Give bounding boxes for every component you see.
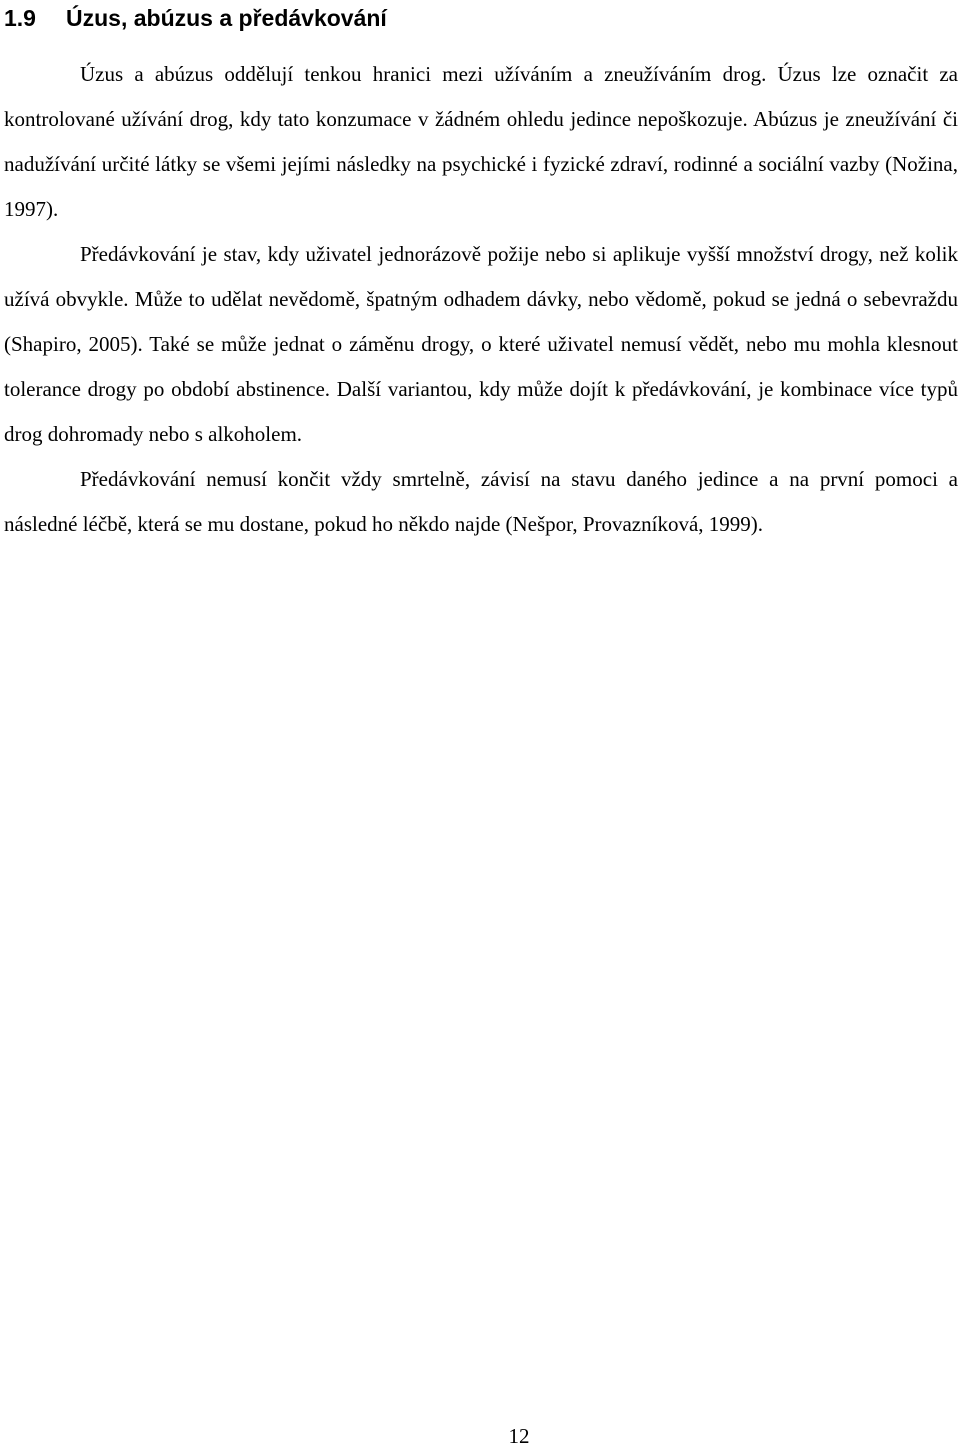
section-number: 1.9 [4, 5, 36, 31]
paragraph-predavkovani: Předávkování je stav, kdy uživatel jednorázově požije nebo si aplikuje vyšší množství drogy, než kolik užívá obvykle. Může to udělat nevědomě, špatným odhadem dávky, nebo vědomě, pokud se jedná o sebevraždu (Shapiro, 2005). Také se může jednat o záměnu drogy, o které uživatel nemusí vědět, nebo mu mohla klesnout tolerance drogy po období abstinence. Další variantou, kdy může dojít k předávkování, je kombinace více typů drog dohromady nebo s alkoholem. [4, 242, 958, 446]
paragraph-uzus-abuzus: Úzus a abúzus oddělují tenkou hranici mezi užíváním a zneužíváním drog. Úzus lze označit za kontrolované užívání drog, kdy tato konzumace v žádném ohledu jedince nepoškozuje. Abúzus je zneužívání či nadužívání určité látky se všemi jejími následky na psychické i fyzické zdraví, rodinné a sociální vazby (Nožina, 1997). [4, 62, 958, 221]
section-title: Úzus, abúzus a předávkování [66, 5, 387, 31]
page-number: 12 [508, 1424, 530, 1448]
paragraph-predavkovani-nasledky: Předávkování nemusí končit vždy smrtelně, závisí na stavu daného jedince a na první pomoci a následné léčbě, která se mu dostane, pokud ho někdo najde (Nešpor, Provazníková, 1999). [4, 467, 958, 536]
body-text [4, 52, 958, 547]
section-heading [4, 2, 387, 34]
